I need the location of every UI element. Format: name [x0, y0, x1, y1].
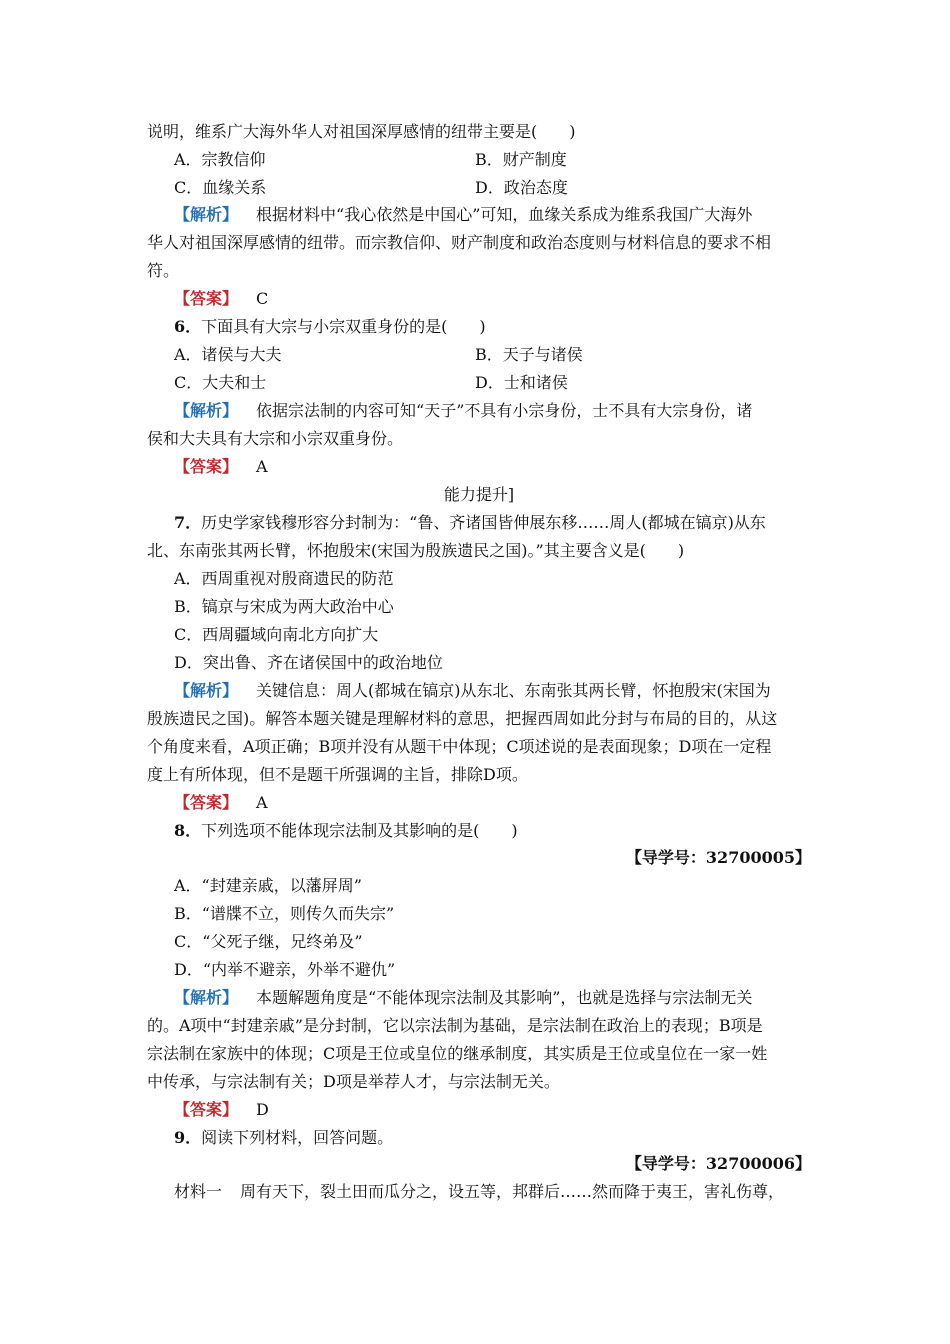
analysis-text: 根据材料中“我心依然是中国心”可知，血缘关系成为维系我国广大海外 [256, 205, 753, 224]
q8-stem-line [174, 821, 838, 841]
q8-stem: 下列选项不能体现宗法制及其影响的是( ) [201, 821, 518, 840]
q8-guide-number: 【导学号：32700005】 [625, 848, 811, 867]
q7-option-b: B．镐京与宋成为两大政治中心 [174, 597, 394, 616]
q7-analysis-line [174, 681, 838, 701]
analysis-label: 【解析】 [174, 401, 239, 420]
q7-analysis-line: 个角度来看，A项正确；B项并没有从题干中体现；C项述说的是表面现象；D项在一定程 [147, 737, 772, 756]
q6-option-a: A．诸侯与大夫 [174, 345, 282, 364]
q7-option-a: A．西周重视对殷商遗民的防范 [174, 569, 394, 588]
q5-answer-line [174, 289, 838, 309]
answer-label: 【答案】 [174, 1100, 239, 1119]
q6-option-b: B．天子与诸侯 [475, 345, 583, 364]
q5-analysis-line: 华人对祖国深厚感情的纽带。而宗教信仰、财产制度和政治态度则与材料信息的要求不相 [147, 233, 772, 252]
q7-option-d: D．突出鲁、齐在诸侯国中的政治地位 [174, 653, 443, 672]
answer-value: D [256, 1100, 269, 1119]
q6-stem: 下面具有大宗与小宗双重身份的是( ) [201, 317, 486, 336]
section-title: 能力提升] [443, 485, 515, 504]
material-label: 材料一 [174, 1182, 223, 1201]
q5-stem: 说明，维系广大海外华人对祖国深厚感情的纽带主要是( ) [147, 122, 576, 141]
q9-stem-line [174, 1128, 838, 1148]
q6-analysis-line [174, 401, 838, 421]
q7-answer-line [174, 793, 838, 813]
q8-option-d: D．“内举不避亲，外举不避仇” [174, 960, 396, 979]
question-number: 7． [174, 513, 202, 532]
answer-label: 【答案】 [174, 457, 239, 476]
question-number: 8． [174, 821, 202, 840]
question-number: 9． [174, 1128, 202, 1147]
q7-option-c: C．西周疆域向南北方向扩大 [174, 625, 379, 644]
q5-option-b: B．财产制度 [475, 150, 567, 169]
q8-option-a: A．“封建亲戚，以藩屏周” [174, 876, 362, 895]
q8-analysis-line [174, 988, 838, 1008]
q6-analysis-line: 侯和大夫具有大宗和小宗双重身份。 [147, 429, 404, 448]
material-text: 周有天下，裂土田而瓜分之，设五等，邦群后……然而降于夷王，害礼伤尊， [240, 1182, 785, 1201]
analysis-label: 【解析】 [174, 205, 239, 224]
q7-analysis-line: 度上有所体现，但不是题干所强调的主旨，排除D项。 [147, 765, 528, 784]
analysis-text: 依据宗法制的内容可知“天子”不具有小宗身份，士不具有大宗身份，诸 [256, 401, 753, 420]
analysis-text: 关键信息：周人(都城在镐京)从东北、东南张其两长臂，怀抱殷宋(宋国为 [256, 681, 771, 700]
analysis-text: 本题解题角度是“不能体现宗法制及其影响”，也就是选择与宗法制无关 [256, 988, 753, 1007]
q7-stem: 历史学家钱穆形容分封制为：“鲁、齐诸国皆伸展东移……周人(都城在镐京)从东 [201, 513, 766, 532]
q5-option-c: C．血缘关系 [174, 178, 267, 197]
q5-analysis-line: 符。 [147, 261, 180, 280]
q8-option-b: B．“谱牒不立，则传久而失宗” [174, 904, 395, 923]
q9-material-line [174, 1182, 838, 1202]
answer-label: 【答案】 [174, 289, 239, 308]
q7-stem-line [174, 513, 838, 533]
q8-analysis-line: 中传承，与宗法制有关；D项是举荐人才，与宗法制无关。 [147, 1072, 560, 1091]
q5-analysis-line [174, 205, 838, 225]
answer-value: A [256, 457, 268, 476]
q9-stem: 阅读下列材料，回答问题。 [201, 1128, 394, 1147]
answer-value: C [256, 289, 269, 308]
answer-label: 【答案】 [174, 793, 239, 812]
q8-answer-line [174, 1100, 838, 1120]
answer-value: A [256, 793, 268, 812]
q5-option-a: A．宗教信仰 [174, 150, 266, 169]
q6-answer-line [174, 457, 838, 477]
q6-stem-line [174, 317, 838, 337]
q9-guide-number: 【导学号：32700006】 [625, 1154, 811, 1173]
q8-analysis-line: 宗法制在家族中的体现；C项是王位或皇位的继承制度，其实质是王位或皇位在一家一姓 [147, 1044, 768, 1063]
q7-analysis-line: 殷族遗民之国)。解答本题关键是理解材料的意思，把握西周如此分封与布局的目的，从这 [147, 709, 778, 728]
q8-analysis-line: 的。A项中“封建亲戚”是分封制，它以宗法制为基础，是宗法制在政治上的表现；B项是 [147, 1016, 763, 1035]
q8-option-c: C．“父死子继，兄终弟及” [174, 932, 363, 951]
q6-option-c: C．大夫和士 [174, 373, 267, 392]
q6-option-d: D．士和诸侯 [475, 373, 568, 392]
q5-option-d: D．政治态度 [475, 178, 568, 197]
analysis-label: 【解析】 [174, 681, 239, 700]
q7-stem-line: 北、东南张其两长臂，怀抱殷宋(宋国为殷族遗民之国)。”其主要含义是( ) [147, 541, 685, 560]
analysis-label: 【解析】 [174, 988, 239, 1007]
question-number: 6． [174, 317, 202, 336]
